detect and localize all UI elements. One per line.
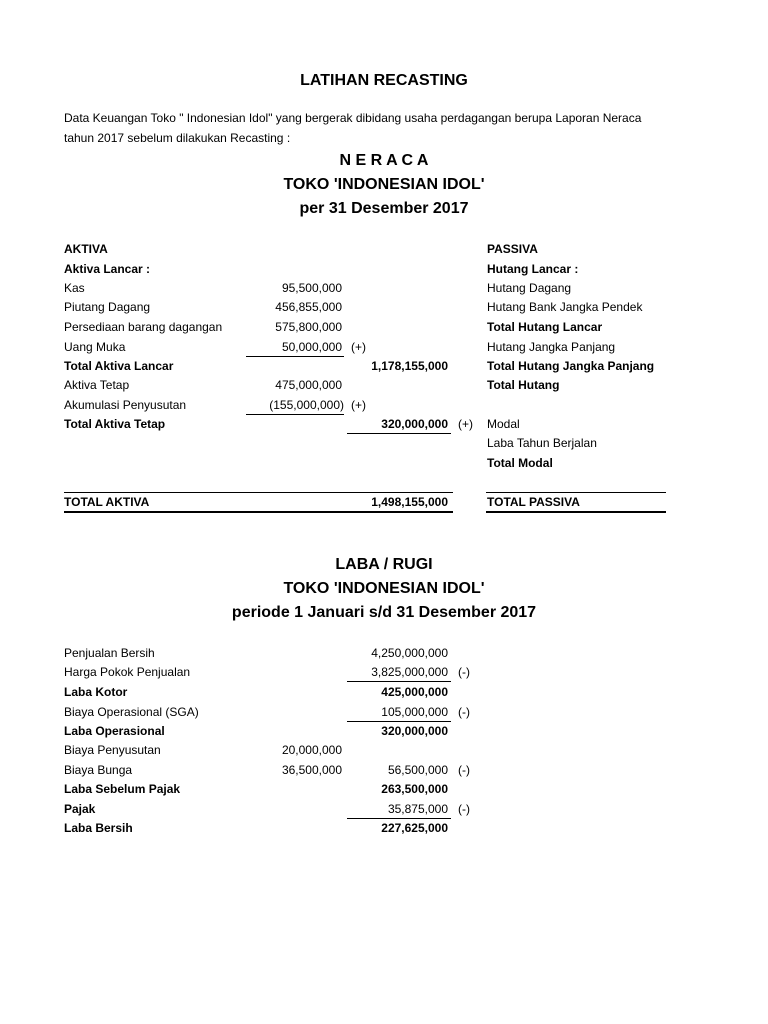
- neraca-company: TOKO 'INDONESIAN IDOL': [283, 176, 485, 193]
- operator-mark: (-): [458, 802, 470, 816]
- aktiva-row-label: Persediaan barang dagangan: [64, 320, 223, 334]
- aktiva-row-label: Uang Muka: [64, 340, 126, 354]
- laba-rugi-row-label: Biaya Penyusutan: [64, 743, 161, 757]
- total-aktiva-tetap-value: 320,000,000: [381, 417, 448, 431]
- passiva-row: Hutang Lancar :: [487, 262, 579, 276]
- page-title: LATIHAN RECASTING: [300, 72, 468, 89]
- passiva-row: Total Hutang: [487, 378, 560, 392]
- total-aktiva-lancar-label: Total Aktiva Lancar: [64, 359, 174, 373]
- aktiva-row-label: Piutang Dagang: [64, 300, 151, 314]
- aktiva-row-value: (155,000,000): [269, 398, 344, 412]
- total-aktiva-bottom-rule: [64, 511, 453, 513]
- laba-rugi-row-value: 425,000,000: [381, 685, 448, 699]
- total-passiva-bottom-rule: [486, 511, 666, 513]
- total-passiva-top-rule: [486, 492, 666, 493]
- laba-rugi-row-value: 56,500,000: [387, 763, 448, 777]
- subtotal-rule: [347, 818, 451, 819]
- aktiva-row-value: 95,500,000: [281, 281, 342, 295]
- aktiva-lancar-heading: Aktiva Lancar :: [64, 262, 151, 276]
- intro-text-line-1: Data Keuangan Toko " Indonesian Idol" yang bergerak dibidang usaha perdagangan berupa Laporan Neraca: [64, 111, 642, 125]
- intro-text-line-2: tahun 2017 sebelum dilakukan Recasting :: [64, 131, 291, 145]
- laba-rugi-row-value: 36,500,000: [281, 763, 342, 777]
- laba-rugi-row-value: 4,250,000,000: [371, 646, 448, 660]
- laba-rugi-row-value: 35,875,000: [387, 802, 448, 816]
- passiva-row: Total Modal: [487, 456, 553, 470]
- aktiva-row-label: Akumulasi Penyusutan: [64, 398, 187, 412]
- operator-mark: (-): [458, 705, 470, 719]
- laba-rugi-row-label: Laba Kotor: [64, 685, 128, 699]
- aktiva-row-value: 50,000,000: [281, 340, 342, 354]
- subtotal-rule: [347, 681, 451, 682]
- neraca-title: N E R A C A: [339, 152, 429, 169]
- passiva-row: Hutang Bank Jangka Pendek: [487, 300, 643, 314]
- aktiva-row-label: Aktiva Tetap: [64, 378, 130, 392]
- laba-rugi-row-label: Biaya Bunga: [64, 763, 133, 777]
- subtotal-rule: [246, 414, 344, 415]
- aktiva-row-value: 475,000,000: [275, 378, 342, 392]
- total-aktiva-label: TOTAL AKTIVA: [64, 495, 150, 509]
- passiva-row: Modal: [487, 417, 520, 431]
- total-aktiva-tetap-label: Total Aktiva Tetap: [64, 417, 166, 431]
- aktiva-row-label: Kas: [64, 281, 85, 295]
- operator-mark: (-): [458, 665, 470, 679]
- operator-mark: (+): [351, 398, 366, 412]
- passiva-row: Hutang Jangka Panjang: [487, 340, 616, 354]
- laba-bersih-value: 227,625,000: [381, 821, 448, 835]
- passiva-row: Laba Tahun Berjalan: [487, 436, 597, 450]
- laba-rugi-row-label: Pajak: [64, 802, 96, 816]
- laba-rugi-row-label: Laba Sebelum Pajak: [64, 782, 181, 796]
- aktiva-heading: AKTIVA: [64, 242, 108, 256]
- laba-rugi-row-value: 20,000,000: [281, 743, 342, 757]
- neraca-period: per 31 Desember 2017: [299, 200, 469, 217]
- laba-rugi-row-label: Penjualan Bersih: [64, 646, 155, 660]
- aktiva-row-value: 456,855,000: [275, 300, 342, 314]
- total-aktiva-top-rule: [64, 492, 453, 493]
- laba-rugi-period: periode 1 Januari s/d 31 Desember 2017: [231, 604, 537, 621]
- total-passiva-label: TOTAL PASSIVA: [487, 495, 580, 509]
- passiva-row: Hutang Dagang: [487, 281, 572, 295]
- laba-rugi-row-label: Biaya Operasional (SGA): [64, 705, 199, 719]
- aktiva-row-value: 575,800,000: [275, 320, 342, 334]
- laba-rugi-row-value: 263,500,000: [381, 782, 448, 796]
- passiva-row: Total Hutang Jangka Panjang: [487, 359, 655, 373]
- laba-bersih-label: Laba Bersih: [64, 821, 133, 835]
- subtotal-rule: [246, 356, 344, 357]
- laba-rugi-row-value: 3,825,000,000: [371, 665, 448, 679]
- total-aktiva-lancar-value: 1,178,155,000: [371, 359, 448, 373]
- laba-rugi-row-value: 320,000,000: [381, 724, 448, 738]
- total-aktiva-value: 1,498,155,000: [371, 495, 448, 509]
- subtotal-rule: [347, 721, 451, 722]
- laba-rugi-row-label: Harga Pokok Penjualan: [64, 665, 191, 679]
- operator-mark: (+): [458, 417, 473, 431]
- passiva-heading: PASSIVA: [487, 242, 538, 256]
- operator-mark: (-): [458, 763, 470, 777]
- operator-mark: (+): [351, 340, 366, 354]
- passiva-row: Total Hutang Lancar: [487, 320, 603, 334]
- laba-rugi-title: LABA / RUGI: [335, 556, 433, 573]
- laba-rugi-row-value: 105,000,000: [381, 705, 448, 719]
- subtotal-rule: [347, 433, 451, 434]
- laba-rugi-row-label: Laba Operasional: [64, 724, 165, 738]
- laba-rugi-company: TOKO 'INDONESIAN IDOL': [283, 580, 485, 597]
